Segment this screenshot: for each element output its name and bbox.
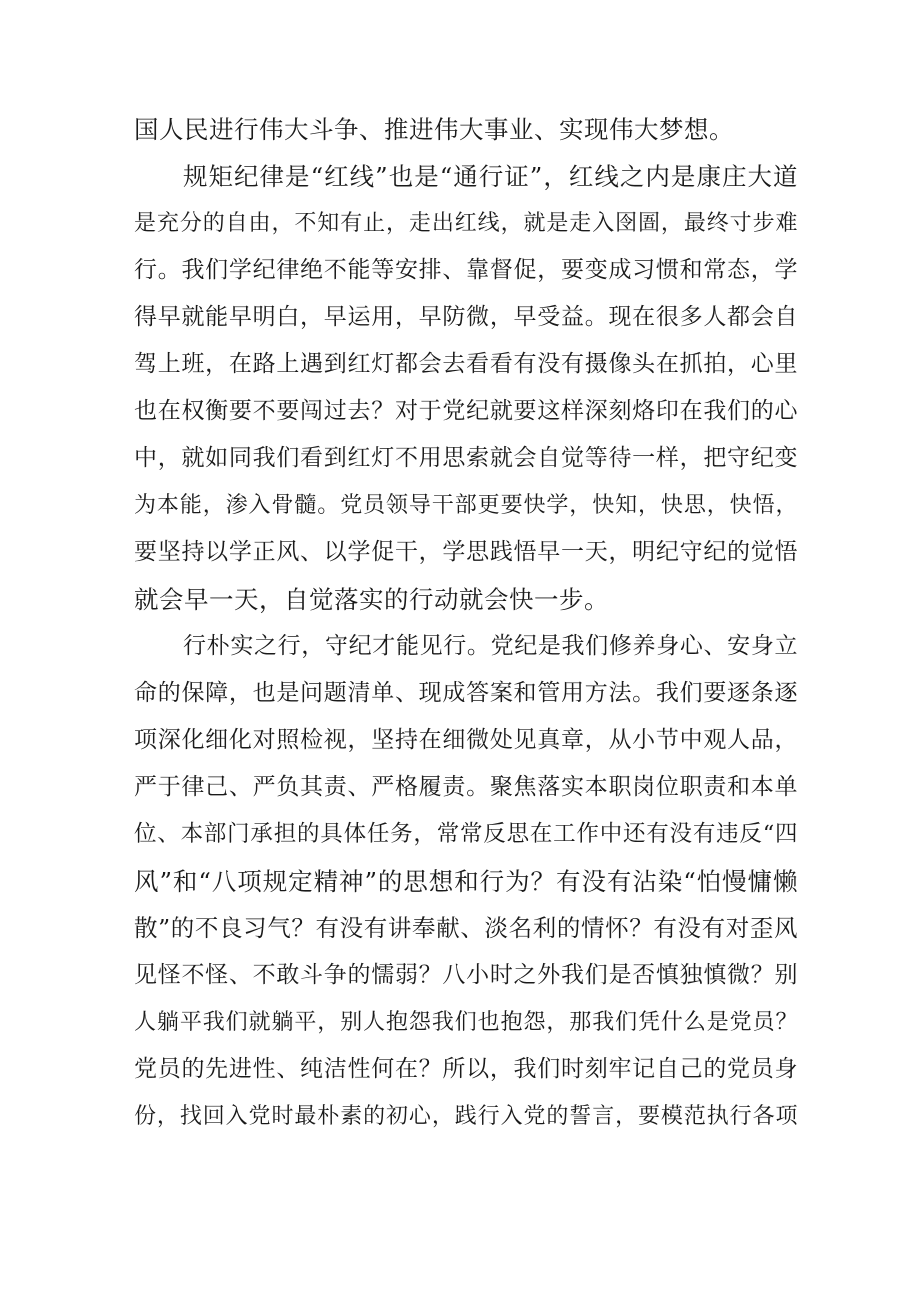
- paragraph-last-line: 就会早一天，自觉落实的行动就会快一步。: [134, 585, 609, 614]
- paragraph-first-line: 规矩纪律是“红线”也是“通行证”，红线之内是康庄大道: [183, 162, 798, 191]
- text-line: 位、本部门承担的具体任务，常常反思在工作中还有没有违反“四: [134, 821, 798, 847]
- text-line: 也在权衡要不要闯过去？对于党纪就要这样深刻烙印在我们的心: [134, 398, 798, 424]
- text-line: 中，就如同我们看到红灯不用思索就会自觉等待一样，把守纪变: [134, 445, 798, 471]
- text-line: 风”和“八项规定精神”的思想和行为？有没有沾染“怕慢慵懒: [134, 867, 798, 896]
- text-line: 行。我们学纪律绝不能等安排、靠督促，要变成习惯和常态，学: [134, 257, 798, 283]
- text-line: 散”的不良习气？有没有讲奉献、淡名利的情怀？有没有对歪风: [134, 914, 798, 942]
- text-line: 严于律己、严负其责、严格履责。聚焦落实本职岗位职责和本单: [134, 774, 798, 800]
- text-line: 党员的先进性、纯洁性何在？所以，我们时刻牢记自己的党员身: [134, 1056, 798, 1082]
- text-line: 得早就能早明白，早运用，早防微，早受益。现在很多人都会自: [134, 304, 798, 330]
- text-line: 国人民进行伟大斗争、推进伟大事业、实现伟大梦想。: [134, 115, 734, 144]
- text-line: 份，找回入党时最朴素的初心，践行入党的誓言，要模范执行各项: [134, 1104, 798, 1129]
- text-line: 命的保障，也是问题清单、现成答案和管用方法。我们要逐条逐: [134, 680, 798, 706]
- paragraph-first-line: 行朴实之行，守纪才能见行。党纪是我们修养身心、安身立: [183, 633, 798, 659]
- text-line: 要坚持以学正风、以学促干，学思践悟早一天，明纪守纪的觉悟: [134, 539, 798, 565]
- text-line: 驾上班，在路上遇到红灯都会去看看有没有摄像头在抓拍，心里: [134, 351, 798, 377]
- text-line: 人躺平我们就躺平，别人抱怨我们也抱怨，那我们凭什么是党员？: [134, 1010, 798, 1035]
- text-line: 项深化细化对照检视，坚持在细微处见真章，从小节中观人品，: [134, 727, 798, 753]
- text-line: 是充分的自由，不知有止，走出红线，就是走入囹圄，最终寸步难: [134, 211, 798, 236]
- text-line: 见怪不怪、不敢斗争的懦弱？八小时之外我们是否慎独慎微？别: [134, 962, 798, 988]
- body-text: [134, 106, 798, 1140]
- text-line: 为本能，渗入骨髓。党员领导干部更要快学，快知，快思，快悟，: [134, 493, 798, 518]
